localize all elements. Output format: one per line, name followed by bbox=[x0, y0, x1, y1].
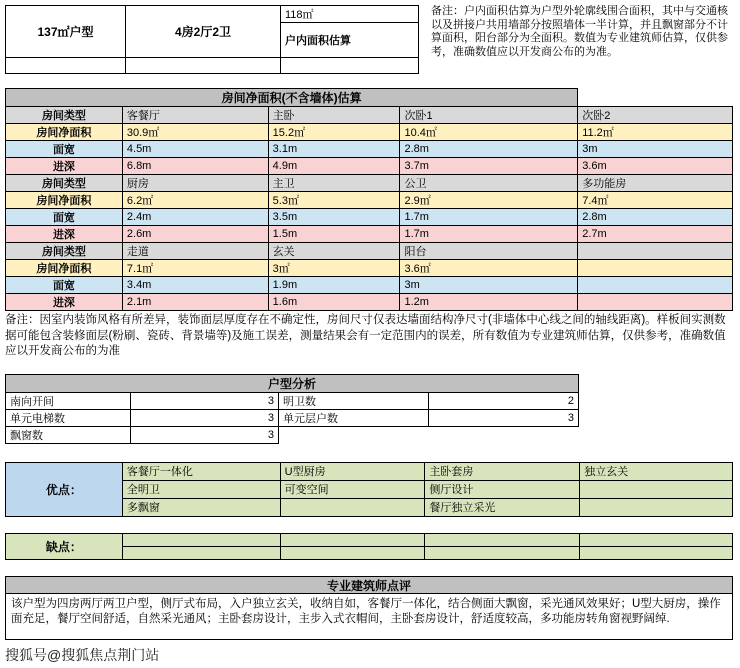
pro-item-cell bbox=[580, 480, 733, 498]
unit-area-cell: 118㎡ bbox=[281, 6, 419, 23]
room-width-cell bbox=[578, 277, 733, 294]
room-area-table bbox=[5, 88, 733, 311]
row-label-depth: 进深 bbox=[6, 226, 123, 243]
room-depth-cell: 3.6m bbox=[578, 158, 733, 175]
analysis-value: 2 bbox=[429, 392, 579, 409]
row-label-width: 面宽 bbox=[6, 141, 123, 158]
table-row bbox=[6, 124, 733, 141]
room-area-cell: 5.3㎡ bbox=[268, 192, 400, 209]
cons-label-cell: 缺点： bbox=[6, 533, 123, 559]
room-name-cell bbox=[578, 243, 733, 260]
room-width-cell: 2.8m bbox=[400, 141, 578, 158]
room-name-cell: 次卧2 bbox=[578, 107, 733, 124]
empty-cell bbox=[6, 58, 126, 74]
analysis-label: 明卫数 bbox=[279, 392, 429, 409]
room-area-cell: 2.9㎡ bbox=[400, 192, 578, 209]
con-item-cell bbox=[122, 533, 280, 546]
table-row bbox=[6, 107, 733, 124]
cons-table bbox=[5, 533, 733, 560]
room-area-cell: 3㎡ bbox=[268, 260, 400, 277]
table-row bbox=[6, 209, 733, 226]
con-item-cell bbox=[280, 533, 425, 546]
pro-item-cell: 多飘窗 bbox=[122, 498, 280, 516]
room-depth-cell: 6.8m bbox=[122, 158, 268, 175]
review-text: 该户型为四房两厅两卫户型，侧厅式布局，入户独立玄关，收纳自如，客餐厅一体化，结合侧面大飘窗，采光通风效果好；U型大厨房，操作面充足，餐厅空间舒适，自然采光通风；主卧套房设计，主步入式衣帽间，主卧套房设计，舒适度较高，多功能房转角窗视野阔绰. bbox=[5, 594, 733, 640]
con-item-cell bbox=[580, 546, 733, 559]
pro-item-cell: 餐厅独立采光 bbox=[425, 498, 580, 516]
table-row bbox=[6, 192, 733, 209]
room-name-cell: 玄关 bbox=[268, 243, 400, 260]
room-depth-cell: 1.5m bbox=[268, 226, 400, 243]
table-row bbox=[6, 6, 419, 23]
review-title: 专业建筑师点评 bbox=[5, 576, 733, 594]
table-row bbox=[6, 426, 579, 443]
table-row bbox=[6, 175, 733, 192]
table-row bbox=[6, 89, 733, 107]
room-area-cell: 7.4㎡ bbox=[578, 192, 733, 209]
analysis-label: 单元层户数 bbox=[279, 409, 429, 426]
table-row bbox=[6, 533, 733, 546]
room-width-cell: 3.1m bbox=[268, 141, 400, 158]
room-width-cell: 2.4m bbox=[122, 209, 268, 226]
room-depth-cell: 1.2m bbox=[400, 294, 578, 311]
pro-item-cell bbox=[580, 498, 733, 516]
room-name-cell: 走道 bbox=[122, 243, 268, 260]
con-item-cell bbox=[580, 533, 733, 546]
room-width-cell: 3.4m bbox=[122, 277, 268, 294]
con-item-cell bbox=[425, 546, 580, 559]
room-name-cell: 次卧1 bbox=[400, 107, 578, 124]
analysis-title: 户型分析 bbox=[6, 374, 579, 392]
empty-cell bbox=[279, 426, 429, 443]
row-label-depth: 进深 bbox=[6, 158, 123, 175]
room-width-cell: 2.8m bbox=[578, 209, 733, 226]
room-area-cell: 7.1㎡ bbox=[122, 260, 268, 277]
room-area-cell bbox=[578, 260, 733, 277]
row-label-type: 房间类型 bbox=[6, 243, 123, 260]
empty-cell bbox=[429, 426, 579, 443]
room-depth-cell: 2.1m bbox=[122, 294, 268, 311]
header-section bbox=[5, 5, 733, 74]
room-width-cell: 1.9m bbox=[268, 277, 400, 294]
con-item-cell bbox=[122, 546, 280, 559]
room-table-title: 房间净面积(不含墙体)估算 bbox=[6, 89, 578, 107]
empty-cell bbox=[281, 58, 419, 74]
table-row bbox=[6, 374, 579, 392]
room-area-cell: 15.2㎡ bbox=[268, 124, 400, 141]
pro-item-cell: 主卧套房 bbox=[425, 462, 580, 480]
analysis-value: 3 bbox=[131, 426, 279, 443]
room-name-cell: 多功能房 bbox=[578, 175, 733, 192]
row-label-area: 房间净面积 bbox=[6, 124, 123, 141]
pro-item-cell: U型厨房 bbox=[280, 462, 425, 480]
room-width-cell: 3m bbox=[578, 141, 733, 158]
con-item-cell bbox=[425, 533, 580, 546]
pro-item-cell: 可变空间 bbox=[280, 480, 425, 498]
analysis-value: 3 bbox=[429, 409, 579, 426]
room-name-cell: 主卫 bbox=[268, 175, 400, 192]
table-row bbox=[6, 158, 733, 175]
row-label-type: 房间类型 bbox=[6, 175, 123, 192]
table-row bbox=[6, 141, 733, 158]
room-table-footnote: 备注：因室内装饰风格有所差异，装饰面层厚度存在不确定性，房间尺寸仅表达墙面结构净尺寸(非墙体中心线之间的轴线距离)。样板间实测数据可能包含装修面层(粉刷、瓷砖、背景墙等)及施工误差，测量结果会有一定范围内的误差，所有数值为专业建筑师估算，仅供参考，准确数值应以开发商公布的为准 bbox=[5, 314, 726, 357]
unit-area-label-cell: 户内面积估算 bbox=[281, 23, 419, 58]
room-depth-cell: 2.7m bbox=[578, 226, 733, 243]
room-name-cell: 厨房 bbox=[122, 175, 268, 192]
table-row bbox=[6, 294, 733, 311]
analysis-value: 3 bbox=[131, 409, 279, 426]
row-label-depth: 进深 bbox=[6, 294, 123, 311]
pro-item-cell: 客餐厅一体化 bbox=[122, 462, 280, 480]
room-name-cell: 阳台 bbox=[400, 243, 578, 260]
room-depth-cell: 1.7m bbox=[400, 226, 578, 243]
room-area-cell: 11.2㎡ bbox=[578, 124, 733, 141]
room-width-cell: 1.7m bbox=[400, 209, 578, 226]
header-note: 备注：户内面积估算为户型外轮廓线围合面积，其中与交通核以及拼接户共用墙部分按照墙体一半计算，并且飘窗部分不计算面积，阳台部分为全面积。数值为专业建筑师估算，仅供参考，准确数值应以开发商公布的为准。 bbox=[431, 5, 728, 58]
pros-table bbox=[5, 462, 733, 517]
unit-layout-cell: 4房2厅2卫 bbox=[126, 6, 281, 58]
room-area-cell: 6.2㎡ bbox=[122, 192, 268, 209]
room-width-cell: 4.5m bbox=[122, 141, 268, 158]
room-width-cell: 3m bbox=[400, 277, 578, 294]
pros-label-cell: 优点： bbox=[6, 462, 123, 516]
pro-item-cell: 独立玄关 bbox=[580, 462, 733, 480]
room-depth-cell bbox=[578, 294, 733, 311]
analysis-table bbox=[5, 374, 579, 444]
room-name-cell: 客餐厅 bbox=[122, 107, 268, 124]
pro-item-cell: 侧厅设计 bbox=[425, 480, 580, 498]
empty-cell bbox=[578, 89, 733, 107]
room-name-cell: 公卫 bbox=[400, 175, 578, 192]
unit-header-table bbox=[5, 5, 419, 74]
table-row bbox=[6, 277, 733, 294]
row-label-type: 房间类型 bbox=[6, 107, 123, 124]
room-depth-cell: 2.6m bbox=[122, 226, 268, 243]
table-row bbox=[6, 243, 733, 260]
table-row bbox=[6, 392, 579, 409]
row-label-width: 面宽 bbox=[6, 209, 123, 226]
analysis-label: 飘窗数 bbox=[6, 426, 131, 443]
table-row bbox=[6, 260, 733, 277]
table-row bbox=[6, 226, 733, 243]
row-label-area: 房间净面积 bbox=[6, 192, 123, 209]
row-label-area: 房间净面积 bbox=[6, 260, 123, 277]
room-area-cell: 30.9㎡ bbox=[122, 124, 268, 141]
room-area-cell: 3.6㎡ bbox=[400, 260, 578, 277]
room-depth-cell: 4.9m bbox=[268, 158, 400, 175]
empty-cell bbox=[126, 58, 281, 74]
analysis-label: 南向开间 bbox=[6, 392, 131, 409]
analysis-label: 单元电梯数 bbox=[6, 409, 131, 426]
unit-type-cell: 137㎡户型 bbox=[6, 6, 126, 58]
room-name-cell: 主卧 bbox=[268, 107, 400, 124]
analysis-value: 3 bbox=[131, 392, 279, 409]
con-item-cell bbox=[280, 546, 425, 559]
room-depth-cell: 1.6m bbox=[268, 294, 400, 311]
pro-item-cell: 全明卫 bbox=[122, 480, 280, 498]
table-row bbox=[6, 462, 733, 480]
table-row bbox=[6, 58, 419, 74]
row-label-width: 面宽 bbox=[6, 277, 123, 294]
pro-item-cell bbox=[280, 498, 425, 516]
room-depth-cell: 3.7m bbox=[400, 158, 578, 175]
room-area-cell: 10.4㎡ bbox=[400, 124, 578, 141]
watermark: 搜狐号@搜狐焦点荆门站 bbox=[5, 646, 160, 663]
room-width-cell: 3.5m bbox=[268, 209, 400, 226]
table-row bbox=[6, 409, 579, 426]
